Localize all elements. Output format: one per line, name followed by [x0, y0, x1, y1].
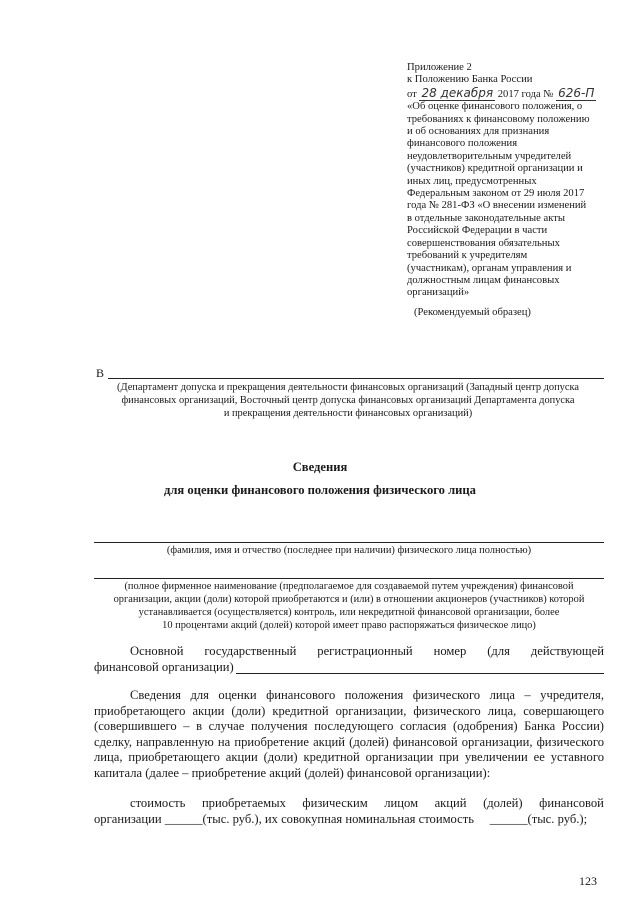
- header-line: неудовлетворительным учредителей: [407, 150, 572, 162]
- word: (долей): [483, 796, 523, 810]
- caption-line: (полное фирменное наименование (предполагаемое для создаваемой путем учреждения) финансовой: [124, 581, 574, 592]
- ogrn-line-2: финансовой организации): [94, 660, 234, 674]
- word: стоимость: [130, 796, 186, 810]
- word: финансовой: [539, 796, 604, 810]
- info-paragraph: Сведения для оценки финансового положения физического лица – учредителя, приобретающего акции (доли) кредитной организации, физического лица, совершающего (совершившего – в случае получения последующего согласия (одобрения) Банка России) сделку, направленную на приобретение акций (долей) финансовой организации, физического лица, приобретающего акции (доли) кредитной организации при увеличении ее уставного капитала (далее – приобретение акций (долей) финансовой организации):: [94, 688, 604, 780]
- header-line: «Об оценке финансового положения, о: [407, 101, 583, 113]
- recommended-sample-note: (Рекомендуемый образец): [414, 307, 531, 318]
- full-name-caption: (фамилия, имя и отчество (последнее при наличии) физического лица полностью): [166, 545, 532, 556]
- page-number: 123: [579, 874, 597, 888]
- addressee-prefix: В: [96, 366, 105, 380]
- header-line: (участников) кредитной организации и: [407, 163, 583, 175]
- header-line: в отдельные законодательные акты: [407, 212, 565, 224]
- caption-line: 10 процентами акций (долей) которой имеет право распоряжаться физическое лицо): [162, 620, 536, 631]
- header-line: финансового положения: [407, 138, 518, 150]
- header-line: требованиях к финансовому положению: [407, 113, 590, 125]
- word: акций: [434, 796, 467, 810]
- header-line: совершенствования обязательных: [407, 237, 560, 249]
- caption-line: устанавливается (осуществляется) контроль, или некредитной финансовой организации, более: [138, 607, 560, 618]
- caption-line: финансовых организаций, Восточный центр допуска финансовых организаций Департамента допуска: [121, 395, 575, 406]
- cost-line-1: [94, 796, 604, 812]
- word: регистрационный: [317, 644, 413, 658]
- organization-name-caption: [94, 580, 604, 632]
- word: государственный: [204, 644, 297, 658]
- word: лицом: [384, 796, 419, 810]
- header-line: года № 281-ФЗ «О внесении изменений: [407, 200, 587, 212]
- year-number-text: 2017 года №: [497, 88, 554, 100]
- full-name-field-line[interactable]: [94, 542, 604, 543]
- appendix-title: Приложение 2: [407, 62, 472, 73]
- document-title: Сведения: [292, 460, 348, 474]
- ogrn-field-line[interactable]: [236, 673, 604, 674]
- word: Основной: [130, 644, 184, 658]
- cost-line-2: организации ______(тыс. руб.), их совокупная номинальная стоимость ______(тыс. руб.);: [94, 812, 588, 826]
- word: номер: [433, 644, 467, 658]
- document-subtitle: для оценки финансового положения физического лица: [164, 483, 476, 497]
- header-line: иных лиц, предусмотренных: [407, 175, 537, 187]
- header-line: (участникам), органам управления и: [407, 262, 572, 274]
- handwritten-number: 626-П: [558, 85, 595, 100]
- header-line: Российской Федерации в части: [407, 225, 548, 237]
- appendix-header: [407, 62, 597, 300]
- caption-line: (Департамент допуска и прекращения деятельности финансовых организаций (Западный центр допуска: [117, 382, 579, 393]
- header-line: Федеральным законом от 29 июля 2017: [407, 188, 585, 200]
- date-number-line: [407, 87, 597, 101]
- header-line: организаций»: [407, 287, 470, 299]
- date-prefix: от: [407, 88, 417, 100]
- handwritten-date: 28 декабря: [421, 85, 494, 100]
- ogrn-line-1: [94, 644, 604, 660]
- caption-line: организации, акции (доли) которой приобретаются и (или) в отношении акционеров (участников) которой: [113, 594, 585, 605]
- header-line: и об основаниях для признания: [407, 126, 550, 138]
- addressee-field-line[interactable]: [108, 378, 604, 379]
- word: (для: [487, 644, 510, 658]
- regulation-reference: к Положению Банка России: [407, 74, 533, 86]
- organization-name-field-line[interactable]: [94, 578, 604, 579]
- addressee-caption: [92, 381, 604, 420]
- header-line: требований к учредителям: [407, 250, 528, 262]
- word: приобретаемых: [201, 796, 286, 810]
- word: действующей: [530, 644, 604, 658]
- header-line: должностным лицам финансовых: [407, 274, 560, 286]
- caption-line: и прекращения деятельности финансовых организаций): [223, 408, 473, 419]
- word: физическим: [302, 796, 368, 810]
